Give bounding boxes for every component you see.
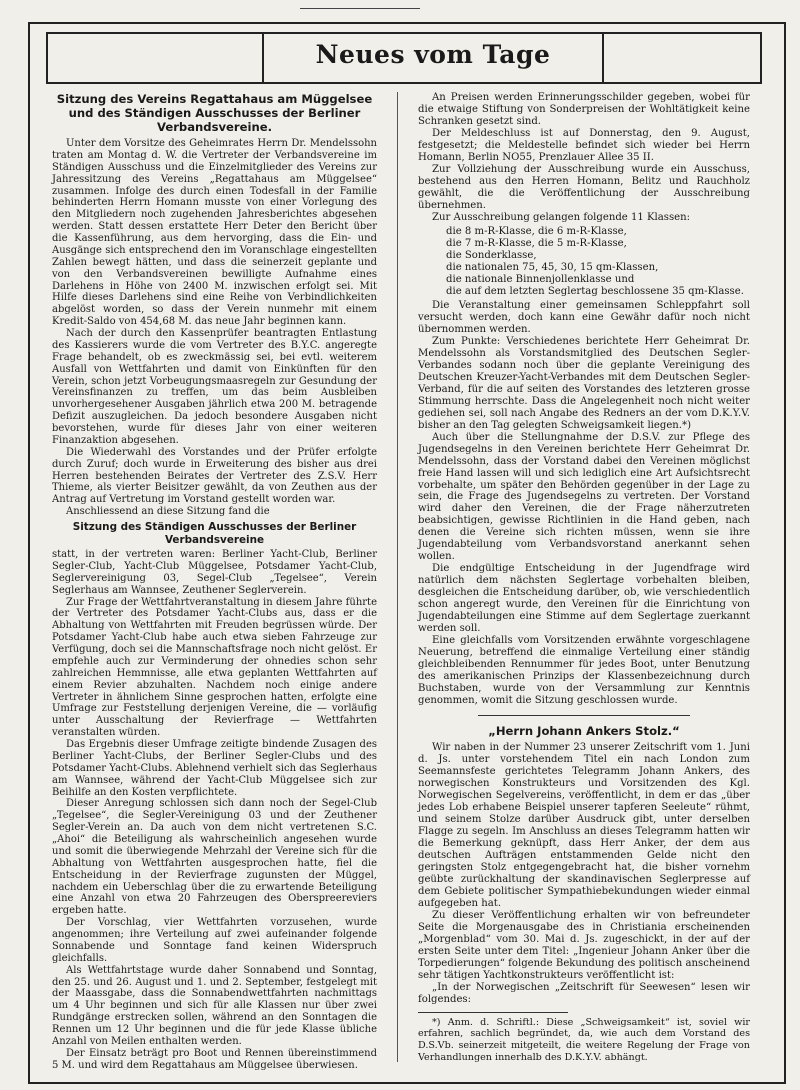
subheading-staendiger-ausschuss: Sitzung des Ständigen Ausschusses der Berliner Verbandsvereine xyxy=(72,521,357,546)
paragraph: Dieser Anregung schlossen sich dann noch der Segel-Club „Tegelsee“, die Segler-Vereinigung 03 und der Zeuthener Segler-Verein an. Da auch von dem nicht vertretenen S.C. „Ahoi“ die Beteiligung als wahrscheinlich angesehen wurde und somit die überwiegende Mehrzahl der Vereine sich für die Abhaltung von Wettfahrten ausgesprochen hatte, fiel die Entscheidung in der Revierfrage zugunsten der Müggel, nachdem ein Ueberschlag über die zu erwartende Beteiligung eine Anzahl von etwa 20 Fahrzeugen des Oberspreereviers ergeben hatte. xyxy=(52,798,377,917)
paragraph: Zur Vollziehung der Ausschreibung wurde ein Ausschuss, bestehend aus den Herren Homann, Belitz und Rauchholz gewählt, die die Veröffentlichung der Ausschreibung übernehmen. xyxy=(418,163,750,211)
paragraph: Zu dieser Veröffentlichung erhalten wir von befreundeter Seite die Morgenausgabe des in Christiania erscheinenden „Morgenblad“ vom 30. Mai d. Js. zugeschickt, in der auf der ersten Seite unter dem Titel: „Ingenieur Johann Anker über die Torpedierungen“ folgende Bekundung des politisch anscheinend sehr tätigen Yachtkonstrukteurs veröffentlicht ist: xyxy=(418,909,750,981)
paragraph: Zur Ausschreibung gelangen folgende 11 Klassen: xyxy=(432,211,691,223)
top-edge-strip xyxy=(300,0,420,9)
paragraph: Zum Punkte: Verschiedenes berichtete Herr Geheimrat Dr. Mendelssohn als Vorstandsmitglied des Deutschen Segler-Verbandes sodann noch über die geplante Vereinigung des Deutschen Kreuzer-Yacht-Verbandes mit dem Deutschen Segler-Verband, für die auf seiten des Vorstandes des letzteren grosse Stimmung herrschte. Dass die Angelegenheit noch nicht weiter gediehen sei, soll nach Angabe des Redners an der vom D.K.Y.V. bisher an den Tag gelegten Schweigsamkeit liegen.*) xyxy=(418,335,750,431)
footnote-rule xyxy=(418,1012,568,1013)
section-header-box xyxy=(46,32,762,84)
left-column xyxy=(52,92,377,1072)
paragraph: „In der Norwegischen „Zeitschrift für Seewesen“ lesen wir folgendes: xyxy=(418,981,750,1005)
paragraph: Eine gleichfalls vom Vorsitzenden erwähnte vorgeschlagene Neuerung, betreffend die einmalige Verteilung einer ständig gleichbleibenden Rennummer für jedes Boot, unter Benutzung des amerikanischen Prinzips der Klassenbezeichnung durch Buchstaben, wurde von der Versammlung zur Kenntnis genommen, womit die Sitzung geschlossen wurde. xyxy=(418,635,750,707)
paragraph: Unter dem Vorsitze des Geheimrates Herrn Dr. Mendelssohn traten am Montag d. W. die Vertreter der Verbandsvereine im Ständigen Ausschuss und die Einzelmitglieder des Vereins zur Jahressitzung des Vereins „Regattahaus am Müggelsee“ zusammen. Infolge des durch einen Todesfall in der Familie behinderten Herrn Homann musste von einer Vorlegung des den Mitgliedern noch zugehenden Jahresberichtes abgesehen werden. Statt dessen erstattete Herr Deter den Bericht über die Kassenführung, aus dem hervorging, dass die Ein- und Ausgänge sich entsprechend den im Voranschlage eingestellten Zahlen bewegt hätten, und dass die seinerzeit geplante und von den Verbandsvereinen bewilligte Aufnahme eines Darlehens in Höhe von 2400 M. inzwischen erfolgt sei. Mit Hilfe dieses Darlehens sind eine Reihe von Verbindlichkeiten abgelöst worden, so dass der Verein nunmehr mit einem Kredit-Saldo von 454,68 M. das neue Jahr beginnen kann. xyxy=(52,138,377,328)
class-list-item: die nationalen 75, 45, 30, 15 qm-Klassen, xyxy=(446,261,659,273)
class-list xyxy=(418,226,750,298)
class-list-item: die 7 m-R-Klasse, die 5 m-R-Klasse, xyxy=(446,237,627,249)
paragraph: statt, in der vertreten waren: Berliner Yacht-Club, Berliner Segler-Club, Yacht-Club Müggelsee, Potsdamer Yacht-Club, Seglervereinigung 03, Segel-Club „Tegelsee“, Verein Seglerhaus am Wannsee, Zeuthener Seglerverein. xyxy=(52,549,377,596)
paragraph: Die endgültige Entscheidung in der Jugendfrage wird natürlich dem nächsten Seglertage vorbehalten bleiben, desgleichen die Entscheidung darüber, ob, wie verschiedentlich schon angeregt wurde, den Vereinen für die Einrichtung von Jugendabteilungen eine Stimme auf dem Seglertage zuerkannt werden soll. xyxy=(418,563,750,635)
paragraph: Nach der durch den Kassenprüfer beantragten Entlastung des Kassierers wurde die vom Vertreter des B.Y.C. angeregte Frage behandelt, ob es zweckmässig sei, bei evtl. weiterem Ausfall von Wettfahrten und damit von Einkünften für den Verein, schon jetzt Vorbeugungsmaasregeln zur Gesundung der Vereinsfinanzen zu treffen, um das beim Ausbleiben unvorhergesehener Ausgaben jährlich etwa 200 M. betragende Defizit auszugleichen. Da jedoch besondere Ausgaben nicht bevorstehen, wurde für dieses Jahr von einer weiteren Finanzaktion abgesehen. xyxy=(52,328,377,446)
right-column xyxy=(418,92,750,1063)
paragraph: Wir naben in der Nummer 23 unserer Zeitschrift vom 1. Juni d. Js. unter vorstehendem Titel ein nach London zum Seemannsfeste gerichtetes Telegramm Johann Ankers, des norwegischen Konstrukteurs und Vorsitzenden des Kgl. Norwegischen Segelvereins, veröffentlicht, in dem er das „über jedes Lob erhabene Beispiel unserer tapferen Seeleute“ rühmt, und seinem Stolze darüber Ausdruck gibt, unter derselben Flagge zu segeln. Im Anschluss an dieses Telegramm hatten wir die Bemerkung geknüpft, dass Herr Anker, der dem aus deutschen Aufträgen entstammenden Gelde nicht den geringsten Stolz entgegengebracht hat, die bisher vornehm geübte zurückhaltung der skandinavischen Seglerpresse auf dem Gebiete politischer Sympathiebekundungen wieder einmal aufgegeben hat. xyxy=(418,742,750,909)
paragraph: Die Wiederwahl des Vorstandes und der Prüfer erfolgte durch Zuruf; doch wurde in Erweiterung des bisher aus drei Herren bestehenden Beirates der Vertreter des Z.S.V. Herr Thieme, als vierter Beisitzer gewählt, da von Zeuthen aus der Antrag auf Vertretung im Vorstand gestellt worden war. xyxy=(52,446,377,506)
paragraph: Auch über die Stellungnahme der D.S.V. zur Pflege des Jugendsegelns in den Vereinen berichtete Herr Geheimrat Dr. Mendelssohn, dass der Vorstand dabei den Vereinen möglichst freie Hand lassen will und sich lediglich eine Art Aufsichtsrecht vorbehalte, um später den Behörden gegenüber in der Lage zu sein, die Frage des Jugendsegelns zu vertreten. Der Vorstand wird daher den Vereinen, die der Frage näherzutreten beabsichtigen, gewisse Richtlinien in die Hand geben, nach denen die Vereine sich richten müssen, wenn sie ihre Jugendabteilung vom Verbandsvorstand anerkannt sehen wollen. xyxy=(418,431,750,563)
paragraph: Zur Frage der Wettfahrtveranstaltung in diesem Jahre führte der Vertreter des Potsdamer Yacht-Clubs aus, dass er die Abhaltung von Wettfahrten mit Freuden begrüssen würde. Der Potsdamer Yacht-Club habe auch etwa sieben Fahrzeuge zur Verfügung, doch sei die Mannschaftsfrage noch nicht gelöst. Er empfehle auch zur Verminderung der ohnedies schon sehr zahlreichen Hemmnisse, alle etwa geplanten Wettfahrten auf einem Revier abzuhalten. Nachdem noch einige andere Vertreter in ähnlichem Sinne gesprochen hatten, erfolgte eine Umfrage zur Feststellung derjenigen Vereine, die — vorläufig unter Ausschaltung der Revierfrage — Wettfahrten veranstalten würden. xyxy=(52,596,377,739)
paragraph: Die Veranstaltung einer gemeinsamen Schleppfahrt soll versucht werden, doch kann eine Gewähr dafür noch nicht übernommen werden. xyxy=(418,299,750,335)
article-separator xyxy=(478,715,690,716)
article-title-anker: „Herrn Johann Ankers Stolz.“ xyxy=(488,724,680,739)
header-divider-right xyxy=(602,34,604,82)
paragraph: Der Meldeschluss ist auf Donnerstag, den 9. August, festgesetzt; die Meldestelle befindet sich wieder bei Herrn Homann, Berlin NO55, Prenzlauer Allee 35 II. xyxy=(418,127,750,163)
paragraph: An Preisen werden Erinnerungsschilder gegeben, wobei für die etwaige Stiftung von Sonderpreisen der Wohltätigkeit keine Schranken gesetzt sind. xyxy=(418,92,750,127)
column-divider xyxy=(397,92,398,1062)
footnote: *) Anm. d. Schriftl.: Diese „Schweigsamkeit“ ist, soviel wir erfahren, sachlich begründet, da, wie auch dem Vorstand des D.S.Vb. seinerzeit mitgeteilt, die weitere Regelung der Frage von Verhandlungen innerhalb des D.K.Y.V. abhängt. xyxy=(418,1016,750,1063)
class-list-item: die nationale Binnenjollenklasse und xyxy=(446,273,635,285)
paragraph: Als Wettfahrtstage wurde daher Sonnabend und Sonntag, den 25. und 26. August und 1. und 2. September, festgelegt mit der Maassgabe, dass die Sonnabendwettfahrten nachmittags um 4 Uhr beginnen und sich für alle Klassen nur über zwei Rundgänge erstrecken sollen, während an den Sonntagen die Rennen um 12 Uhr beginnen und die für jede Klasse übliche Anzahl von Meilen enthalten werden. xyxy=(52,964,377,1047)
class-list-item: die auf dem letzten Seglertag beschlossene 35 qm-Klasse. xyxy=(446,285,744,297)
paragraph: Das Ergebnis dieser Umfrage zeitigte bindende Zusagen des Berliner Yacht-Clubs, der Berliner Segler-Clubs und des Potsdamer Yacht-Clubs. Ablehnend verhielt sich das Seglerhaus am Wannsee, während der Yacht-Club Müggelsee sich zur Beihilfe an den Kosten verpflichtete. xyxy=(52,739,377,798)
paragraph: Anschliessend an diese Sitzung fand die xyxy=(66,506,270,518)
paragraph: Der Vorschlag, vier Wettfahrten vorzusehen, wurde angenommen; ihre Verteilung auf zwei aufeinander folgende Sonnabende und Sonntage fand keinen Widerspruch gleichfalls. xyxy=(52,917,377,964)
section-title: Neues vom Tage xyxy=(315,40,551,69)
paragraph: Der Einsatz beträgt pro Boot und Rennen übereinstimmend 5 M. und wird dem Regattahaus am Müggelsee überwiesen. xyxy=(52,1047,377,1071)
article-title-regattahaus: Sitzung des Vereins Regattahaus am Müggelsee und des Ständigen Ausschusses der Berliner Verbandsvereine. xyxy=(56,92,373,134)
class-list-item: die 8 m-R-Klasse, die 6 m-R-Klasse, xyxy=(446,225,627,237)
class-list-item: die Sonderklasse, xyxy=(446,249,537,261)
